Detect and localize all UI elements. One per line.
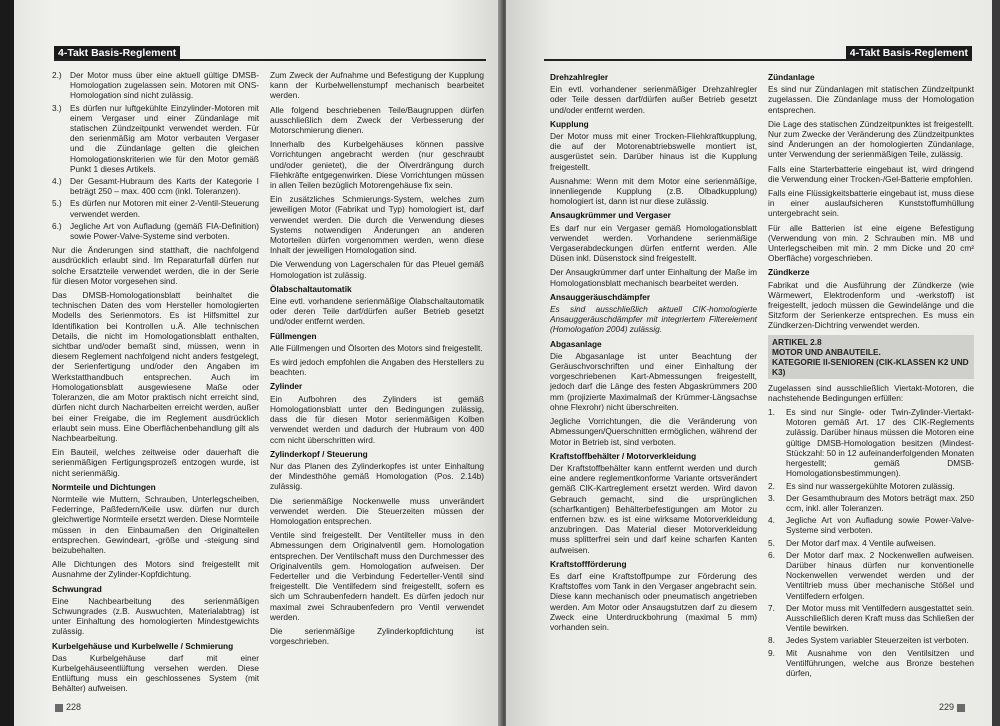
- paragraph: Ein evtl. vorhandener serienmäßiger Drehzahlregler oder Teile dessen darf/dürfen außer Betrieb gesetzt und/oder entfernt werden.: [550, 84, 757, 115]
- list-item: 5.) Es dürfen nur Motoren mit einer 2-Ventil-Steuerung verwendet werden.: [52, 198, 259, 219]
- list-item: 4. Jegliche Art von Aufladung sowie Power-Valve-Systeme sind verboten.: [768, 515, 974, 536]
- paragraph: Ein zusätzliches Schmierungs-System, welches zum jeweiligen Motor (Fabrikat und Typ) homologiert ist, darf verwendet werden. Die durch die Verwendung dieses Systems notwendigen Änderungen an anderen Motorteilen dürfen vorgenommen werden, wenn diese Inhalt der jeweiligen Homologation sind.: [270, 194, 484, 256]
- paragraph: Zum Zweck der Aufnahme und Befestigung der Kupplung kann der Kurbelwellenstumpf mechanisch bearbeitet werden.: [270, 70, 484, 101]
- paragraph: Die Verwendung von Lagerschalen für das Pleuel gemäß Homologation ist zulässig.: [270, 259, 484, 280]
- section-heading: Normteile und Dichtungen: [52, 481, 156, 492]
- paragraph: Falls eine Flüssigkeitsbatterie eingebaut ist, muss diese in einer auslaufsicheren Kunststoffumhüllung untergebracht sein.: [768, 188, 974, 219]
- section-heading: Ansauggeräuschdämpfer: [550, 291, 651, 302]
- paragraph: Innerhalb des Kurbelgehäuses können passive Vorrichtungen angebracht werden (nur geschraubt und/oder genietet), die der Ölverdrängung durch Fliehkräfte entgegenwirken. Diese Vorrichtungen müssen in allen Teilen bezüglich Motorengehäuse fix sein.: [270, 139, 484, 191]
- book-edge: [0, 0, 14, 726]
- paragraph: Ventile sind freigestellt. Der Ventilteller muss in den Abmessungen dem Originalventil gem. Homologation entsprechen. Der Ventilschaft muss den Durchmesser des Originalventils gem. Homologation aufweisen. Der Federteller und die Verbindung Federteller-Ventil sind freigestellt. Die Ventilfedern sind freigestellt, sofern es sich um Schraubenfedern handelt. Es dürfen jedoch nur maximal zwei Schraubenfedern pro Ventil verwendet werden.: [270, 530, 484, 622]
- paragraph: Der Motor muss mit einer Trocken-Fliehkraftkupplung, die auf der Motorenabtriebswelle montiert ist, ausgerüstet sein. Darüber hinaus ist die Kupplung freigestellt.: [550, 131, 757, 172]
- page228-column-2: [270, 70, 484, 650]
- section-badge-right: 4-Takt Basis-Reglement: [846, 46, 972, 60]
- section-heading: Kraftstoffförderung: [550, 558, 627, 569]
- section-badge-left: 4-Takt Basis-Reglement: [54, 46, 180, 60]
- paragraph: Die serienmäßige Zylinderkopfdichtung ist vorgeschrieben.: [270, 625, 484, 647]
- list-item: 6. Der Motor darf max. 2 Nockenwellen aufweisen. Darüber hinaus dürfen nur konventionelle Nockenwellen verwendet werden und der Ventiltrieb muss über mechanische Stößel und Ventilfedern erfolgen.: [768, 549, 974, 601]
- section-heading: Kupplung: [550, 118, 589, 129]
- paragraph: Es sind nur Zündanlagen mit statischen Zündzeitpunkt zugelassen. Die Zündanlage muss der Homologation entsprechen.: [768, 84, 974, 115]
- page-number-right: 229: [939, 702, 968, 712]
- paragraph: Ausnahme: Wenn mit dem Motor eine serienmäßige, innenliegende Kupplung (z.B. Ölbadkupplung) homologiert ist, dann ist nur diese zulässig.: [550, 175, 757, 207]
- article-title: MOTOR UND ANBAUTEILE.: [772, 346, 881, 357]
- paragraph: Nur die Änderungen sind statthaft, die nachfolgend ausdrücklich erlaubt sind. Im Reparaturfall dürfen nur solche Ersatzteile verwendet werden, die in der Serie für diesen Motor vorgesehen sind.: [52, 245, 259, 286]
- paragraph: Fabrikat und die Ausführung der Zündkerze (wie Wärmewert, Elektrodenform und -werkstoff) ist freigestellt, jedoch müssen die Gewindelänge und die Sitzform der Serienkerze entsprechen. Es muss ein Zündkerzen-Dichtring verwendet werden.: [768, 279, 974, 331]
- section-heading: Drehzahlregler: [550, 72, 609, 82]
- paragraph: Ein Bauteil, welches zeitweise oder dauerhaft die serienmäßigen Fertigungsprozeß entzogen wurde, ist nicht serienmäßig.: [52, 447, 259, 478]
- list-item: 5. Der Motor darf max. 4 Ventile aufweisen.: [768, 537, 936, 548]
- paragraph: Die Lage des statischen Zündzeitpunktes ist freigestellt. Nur zum Zwecke der Veränderung des Zündzeitpunktes sind Änderungen an der homologierten Zündanlage, unter Verwendung der serienmäßigen Teile, zulässig.: [768, 118, 974, 160]
- paragraph: Der Kraftstoffbehälter kann entfernt werden und durch eine andere reglementkonforme Variante ortsverändert gemäß CIK-Kartreglement ersetzt werden. Wird davon Gebrauch gemacht, sind die ursprünglichen (scharfkantigen) Behälterbefestigungen am Motor zu entfernen bzw. es ist eine wirksame Motorverkleidung anzubringen. Das Material dieser Motorverkleidung muss splitterfrei sein und darf keine scharfen Kanten aufweisen.: [550, 462, 757, 555]
- paragraph: Die Abgasanlage ist unter Beachtung der Geräuschvorschriften und einer Einhaltung der vorgeschriebenen Kart-Abmessungen freigestellt, jedoch darf die Länge des festen Abgaskrümmers 200 mm (projizierte Maximalmaß der Krümmer-Längsachse ohne Flexrohr) nicht überschreiten.: [550, 350, 757, 412]
- paragraph: Zugelassen sind ausschließlich Viertakt-Motoren, die nachstehende Bedingungen erfüllen:: [768, 382, 974, 403]
- paragraph: Das Kurbelgehäuse darf mit einer Kurbelgehäuseentlüftung versehen werden. Diese Entlüftung muss ein geschlossenes System (mit Behälter) aufweisen.: [52, 652, 259, 694]
- section-heading: Zündanlage: [768, 72, 815, 82]
- page-number-left: 228: [52, 702, 81, 712]
- paragraph: Das DMSB-Homologationsblatt beinhaltet die technischen Daten des vom Hersteller homologierten Modells des Serienmotors. Es ist Hilfsmittel zur Identifikation bei Kontrollen u.Ä. Alle technischen Details, die nicht im Homologationsblatt enthalten, sichtbar und/oder bemaßt sind, müssen, wenn in diesem Reglement nachfolgend nicht anders festgelegt, der Serienfertigung und/oder den Angaben im Werkstatthandbuch entsprechen. Auch im Homologationsblatt ausgewiesene Maße oder Toleranzen, die am Motor praktisch nicht erreicht sind, dürfen nicht durch Nacharbeiten erreicht werden, außer bei einer Freigabe, die im Reglement ausdrücklich erlaubt sein muss. Eine Oberflächenbehandlung gilt als Nachbearbeitung.: [52, 290, 259, 443]
- section-heading: Ölabschaltautomatik: [270, 283, 352, 294]
- section-heading: Zündkerze: [768, 267, 810, 278]
- conditions-list: [768, 407, 974, 678]
- list-item: 9. Mit Ausnahme von den Ventilsitzen und Ventilführungen, welche aus Bronze bestehen dürfen,: [768, 647, 974, 678]
- paragraph: Eine Nachbearbeitung des serienmäßigen Schwungrades (z.B. Auswuchten, Materialabtrag) ist unter Einhaltung des homologierten Mindestgewichts zulässig.: [52, 595, 259, 637]
- list-item: 3.) Es dürfen nur luftgekühlte Einzylinder-Motoren mit einem Vergaser und einer Zündanlage mit statischen Zündzeitpunkt verwendet werden. Für den serienmäßig am Motor verbauten Vergaser und die Zündanlage gelten die gleichen Homologationskriterien wie für den Motor gemäß Punkt 1 dieses Artikels.: [52, 102, 259, 174]
- list-item: 2.) Der Motor muss über eine aktuell gültige DMSB-Homologation zugelassen sein. Motoren mit ONS-Homologation sind nicht zulässig.: [52, 70, 259, 101]
- page229-column-1: [550, 70, 757, 636]
- paragraph: Es darf eine Kraftstoffpumpe zur Förderung des Kraftstoffes vom Tank in den Vergaser angebracht sein. Diese kann mechanisch oder pneumatisch angetrieben werden. Am Motor oder Ansaugstutzen darf zu diesem Zweck eine Unterdruckbohrung (maximal 5 mm) vorhanden sein.: [550, 570, 757, 632]
- paragraph: Nur das Planen des Zylinderkopfes ist unter Einhaltung der Mindesthöhe gemäß Homologation (Pos. 2.14b) zulässig.: [270, 460, 484, 492]
- paragraph: Eine evtl. vorhandene serienmäßige Ölabschaltautomatik oder deren Teile darf/dürfen außer Betrieb gesetzt und/oder entfernt werden.: [270, 296, 484, 327]
- paragraph: Jegliche Vorrichtungen, die die Veränderung von Abmessungen/Querschnitten ermöglichen, während der Motor in Betrieb ist, sind verboten.: [550, 416, 757, 447]
- paragraph: Die serienmäßige Nockenwelle muss unverändert verwendet werden. Die Steuerzeiten müssen der Homologation entsprechen.: [270, 495, 484, 526]
- list-item: 7. Der Motor muss mit Ventilfedern ausgestattet sein. Ausschließlich deren Kraft muss das Schließen der Ventile bewirken.: [768, 602, 974, 634]
- section-heading: Kurbelgehäuse und Kurbelwelle / Schmierung: [52, 640, 234, 651]
- list-item: 6.) Jegliche Art von Aufladung (gemäß FIA-Definition) sowie Power-Valve-Systeme sind verboten.: [52, 220, 259, 242]
- list-item: 1. Es sind nur Single- oder Twin-Zylinder-Viertakt-Motoren gemäß Art. 17 des CIK-Reglements zulässig. Darüber hinaus müssen die Motoren eine gültige DMSB-Homologation besitzen (Mindest-Stückzahl: 50 in 12 aufeinanderfolgenden Monaten hergestellt; gemäß DMSB-Homologationsbestimmungen).: [768, 407, 974, 479]
- page229-column-2: [768, 70, 974, 682]
- header-rule-left: [54, 59, 486, 61]
- list-item: 4.) Der Gesamt-Hubraum des Karts der Kategorie I beträgt 250 – max. 400 ccm (inkl. Toleranzen).: [52, 176, 259, 197]
- section-heading: Füllmengen: [270, 330, 317, 341]
- section-heading: Abgasanlage: [550, 338, 602, 349]
- article-box: [768, 335, 974, 379]
- section-heading: Kraftstoffbehälter / Motorverkleidung: [550, 450, 697, 461]
- header-rule-right: [544, 59, 972, 61]
- list-item: 8. Jedes System variabler Steuerzeiten ist verboten.: [768, 635, 969, 646]
- paragraph: Alle folgend beschriebenen Teile/Baugruppen dürfen ausschließlich dem Zweck der Verbesserung der Motorschmierung dienen.: [270, 104, 484, 136]
- page-229: [506, 0, 992, 726]
- paragraph: Falls eine Starterbatterie eingebaut ist, wird dringend die Verwendung einer Trocken-/Gel-Batterie empfohlen.: [768, 163, 974, 184]
- section-heading: Zylinderkopf / Steuerung: [270, 448, 368, 459]
- section-heading: Ansaugkrümmer und Vergaser: [550, 210, 671, 221]
- paragraph: Es wird jedoch empfohlen die Angaben des Herstellers zu beachten.: [270, 357, 484, 378]
- square-marker-icon: [55, 704, 63, 712]
- article-number: ARTIKEL 2.8: [772, 336, 822, 347]
- paragraph: Ein Aufbohren des Zylinders ist gemäß Homologationsblatt unter den Bedingungen zulässig, dass die für diesen Motor serienmäßigen Kolben verwendet werden und dadurch der Hubraum von 400 ccm nicht überschritten wird.: [270, 393, 484, 445]
- section-heading: Schwungrad: [52, 583, 102, 594]
- page-228: [14, 0, 502, 726]
- paragraph: Normteile wie Muttern, Schrauben, Unterlegscheiben, Federringe, Paßfedern/Keile usw. dürfen nur durch gleichwertige Normteile ersetzt werden. Diese Normteile müssen in den Einbaumaßen den Originalteilen entsprechen. Gewindeart, -größe und -steigung sind beizubehalten.: [52, 493, 259, 555]
- list-item: 2. Es sind nur wassergekühlte Motoren zulässig.: [768, 480, 955, 491]
- requirements-list: [52, 70, 259, 241]
- paragraph: Für alle Batterien ist eine eigene Befestigung (Verwendung von min. 2 Schrauben min. M8 und Unterlegscheiben mit min. 2 mm Dicke und 20 cm² Oberfläche) vorgeschrieben.: [768, 222, 974, 264]
- page228-column-1: [52, 70, 259, 698]
- article-category: KATEGORIE II-SENIOREN (CIK-KLASSEN K2 UND K3): [772, 356, 969, 377]
- paragraph: Es darf nur ein Vergaser gemäß Homologationsblatt verwendet werden. Vorhandene serienmäßige Vergaserabdeckungen dürfen entfernt werden. Alle Düsen inkl. Düsenstock sind freigestellt.: [550, 222, 757, 264]
- square-marker-icon: [957, 704, 965, 712]
- paragraph: Alle Dichtungen des Motors sind freigestellt mit Ausnahme der Zylinder-Kopfdichtung.: [52, 559, 259, 580]
- paragraph: Alle Füllmengen und Ölsorten des Motors sind freigestellt.: [270, 342, 483, 353]
- paragraph: Es sind ausschließlich aktuell CIK-homologierte Ansauggeräuschdämpfer mit integriertem Filtereiement (Homologation 2004) zulässig.: [550, 304, 757, 335]
- section-heading: Zylinder: [270, 381, 303, 392]
- paragraph: Der Ansaugkrümmer darf unter Einhaltung der Maße im Homologationsblatt mechanisch bearbeitet werden.: [550, 267, 757, 288]
- list-item: 3. Der Gesamthubraum des Motors beträgt max. 250 ccm, inkl. aller Toleranzen.: [768, 492, 974, 513]
